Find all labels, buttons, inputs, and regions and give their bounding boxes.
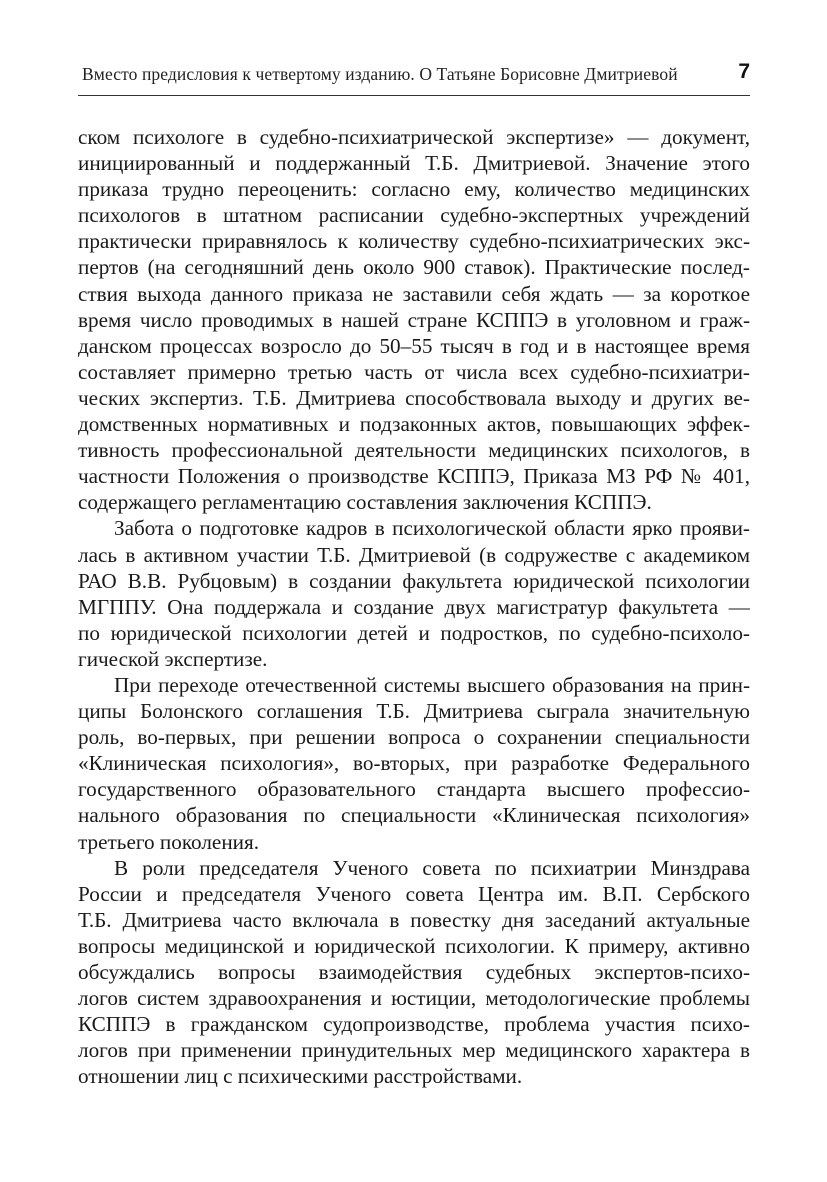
text-line: Т.Б. Дмитриева часто включала в повестку дня заседаний актуальные	[78, 907, 750, 932]
text-line: В роли председателя Ученого совета по психиатрии Минздрава	[114, 855, 750, 880]
paragraph	[78, 672, 750, 855]
text-line: роль, во-первых, при решении вопроса о сохранении специальности	[78, 725, 750, 750]
text-line: РАО В.В. Рубцовым) в создании факультета юридической психологии	[78, 568, 750, 593]
text-line: содержащего регламентацию составления заключения КСППЭ.	[78, 490, 652, 515]
header-rule	[78, 95, 750, 96]
text-line: инициированный и поддержанный Т.Б. Дмитриевой. Значение этого	[78, 151, 750, 176]
text-line: обсуждались вопросы взаимодействия судебных экспертов-психо-	[78, 960, 750, 984]
text-line: пертов (на сегодняшний день около 900 ставок). Практические послед-	[78, 255, 750, 280]
text-line: гической экспертизе.	[78, 646, 268, 671]
text-line: приказа трудно переоценить: согласно ему, количество медицинских	[78, 177, 750, 202]
text-line: «Клиническая психология», во-вторых, при разработке Федерального	[78, 751, 750, 776]
text-line: ческих экспертиз. Т.Б. Дмитриева способствовала выходу и других ве-	[78, 385, 750, 410]
text-line: КСППЭ в гражданском судопроизводстве, проблема участия психо-	[78, 1012, 750, 1037]
text-line: ствия выхода данного приказа не заставили себя ждать — за короткое	[78, 281, 750, 306]
text-line: третьего поколения.	[78, 829, 260, 854]
text-line: время число проводимых в нашей стране КСППЭ в уголовном и граж-	[78, 307, 750, 332]
text-line: психологов в штатном расписании судебно-экспертных учреждений	[78, 203, 750, 228]
text-line: логов при применении принудительных мер медицинского характера в	[78, 1038, 750, 1063]
running-title: Вместо предисловия к четвертому изданию. О Татьяне Борисовне Дмитриевой	[82, 64, 678, 84]
paragraph	[78, 124, 750, 515]
paragraph	[78, 855, 750, 1090]
text-line: частности Положения о производстве КСППЭ, Приказа МЗ РФ № 401,	[78, 464, 750, 489]
text-line: России и председателя Ученого совета Центра им. В.П. Сербского	[78, 881, 750, 906]
paragraph	[78, 515, 750, 672]
text-line: логов систем здравоохранения и юстиции, методологические проблемы	[78, 986, 750, 1011]
page-number: 7	[738, 60, 750, 83]
text-line: нального образования по специальности «Клиническая психология»	[78, 803, 750, 828]
text-line: домственных нормативных и подзаконных актов, повышающих эффек-	[78, 412, 750, 437]
text-line: ципы Болонского соглашения Т.Б. Дмитриева сыграла значительную	[78, 699, 750, 724]
text-line: вопросы медицинской и юридической психологии. К примеру, активно	[78, 933, 750, 958]
body-text	[78, 124, 750, 1089]
text-line: по юридической психологии детей и подростков, по судебно-психоло-	[78, 620, 750, 645]
text-line: ском психологе в судебно-психиатрической экспертизе» — документ,	[78, 125, 750, 149]
text-line: МГППУ. Она поддержала и создание двух магистратур факультета —	[78, 594, 750, 619]
text-line: государственного образовательного стандарта высшего профессио-	[78, 777, 750, 802]
text-line: данском процессах возросло до 50–55 тысяч в год и в настоящее время	[78, 333, 750, 358]
text-line: При переходе отечественной системы высшего образования на прин-	[114, 672, 750, 697]
text-line: Забота о подготовке кадров в психологической области ярко прояви-	[114, 516, 750, 541]
text-line: практически приравнялось к количеству судебно-психиатрических экс-	[78, 229, 750, 254]
running-head	[78, 62, 750, 92]
text-line: тивность профессиональной деятельности медицинских психологов, в	[78, 438, 750, 463]
text-line: лась в активном участии Т.Б. Дмитриевой (в содружестве с академиком	[78, 542, 750, 567]
text-line: составляет примерно третью часть от числа всех судебно-психиатри-	[78, 359, 750, 384]
text-line: отношении лиц с психическими расстройствами.	[78, 1064, 523, 1089]
